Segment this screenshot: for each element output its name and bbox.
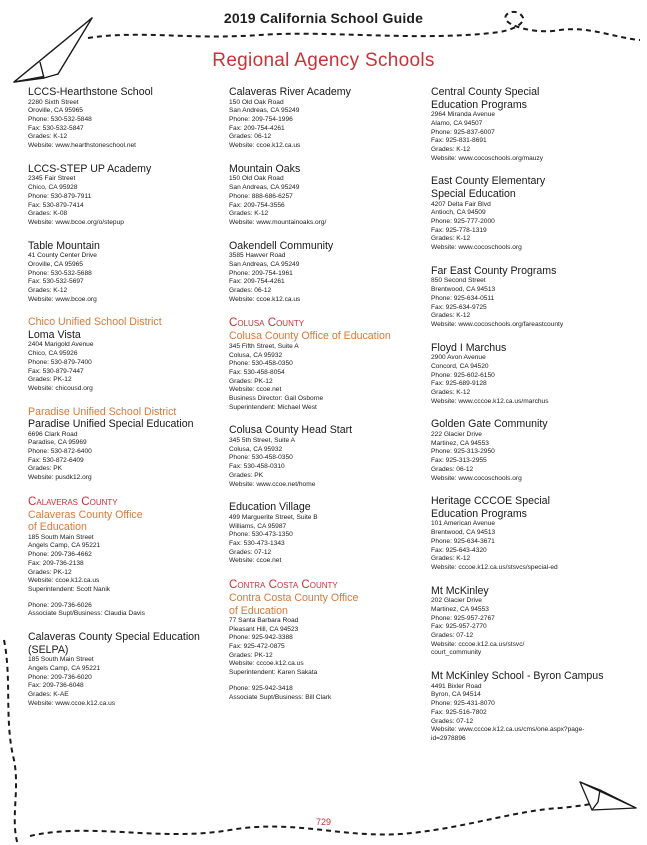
website-line: Website: www.cocoschools.org	[431, 474, 522, 482]
superintendent-line: Superintendent: Karen Sakata	[229, 669, 318, 677]
phone-line: Phone: 925-837-6007	[431, 128, 495, 136]
school-entry	[229, 240, 427, 305]
school-entry	[431, 495, 636, 572]
fax-line: Fax: 209-736-6048	[28, 682, 84, 690]
school-name: Mt McKinley School - Byron Campus	[431, 670, 604, 683]
address-line: 2404 Marigold Avenue	[28, 341, 94, 349]
fax-line: Fax: 925-957-2770	[431, 623, 487, 631]
page-number: 729	[315, 817, 332, 827]
city-line: Paradise, CA 95969	[28, 439, 87, 447]
grades-line: Grades: 07-12	[229, 548, 272, 556]
city-line: Chico, CA 95928	[28, 184, 78, 192]
city-line: Angels Camp, CA 95221	[28, 664, 101, 672]
grades-line: Grades: PK	[229, 471, 264, 479]
phone-line: Phone: 530-458-0350	[229, 360, 293, 368]
website-line: Website: cccoe.k12.ca.us/stsvc/	[431, 640, 525, 648]
school-name: Paradise Unified Special Education	[28, 418, 194, 431]
grades-line: Grades: K-08	[28, 210, 68, 218]
grades-line: Grades: K-12	[229, 210, 269, 218]
city-line: Colusa, CA 95932	[229, 351, 283, 359]
paper-plane-small-icon	[580, 782, 636, 810]
school-name: Floyd I Marchus	[431, 341, 507, 354]
school-name-cont: Education Programs	[431, 507, 527, 520]
fax-line: Fax: 925-831-8691	[431, 137, 487, 145]
address-line: 2964 Miranda Avenue	[431, 111, 496, 119]
address-line: 850 Second Street	[431, 277, 486, 285]
school-name: Calaveras County Special Education	[28, 631, 200, 644]
grades-line: Grades: 06-12	[431, 465, 474, 473]
fax-line: Fax: 925-516-7802	[431, 708, 487, 716]
city-line: Angels Camp, CA 95221	[28, 542, 101, 550]
school-entry	[28, 163, 226, 228]
address-line: 41 County Center Drive	[28, 252, 97, 260]
county-entry	[229, 578, 427, 702]
school-entry	[229, 163, 427, 228]
address-line: 6696 Clark Road	[28, 430, 78, 438]
city-line: San Andreas, CA 95249	[229, 184, 300, 192]
fax-line: Fax: 530-458-0310	[229, 463, 285, 471]
school-name: Mt McKinley	[431, 584, 489, 597]
left-dashed-path	[4, 640, 18, 845]
website-line: Website: ccoe.k12.ca.us	[229, 142, 301, 150]
website-line: Website: cccoe.k12.ca.us/stsvcs/special-ed	[431, 563, 558, 571]
school-name: Far East County Programs	[431, 264, 557, 277]
school-entry	[28, 631, 226, 708]
city-line: Brentwood, CA 94513	[431, 286, 496, 294]
school-entry	[431, 175, 636, 252]
address-line: 4491 Bixler Road	[431, 682, 482, 690]
phone-line: Phone: 888-686-6257	[229, 192, 293, 200]
fax-line: Fax: 530-532-5847	[28, 124, 84, 132]
school-name: Loma Vista	[28, 328, 81, 341]
office-heading-cont: of Education	[28, 521, 87, 534]
fax-line: Fax: 925-778-1319	[431, 226, 487, 234]
phone-line: Phone: 209-736-6020	[28, 673, 92, 681]
page-header-title: 2019 California School Guide	[223, 10, 424, 26]
website-line-cont: id=2978896	[431, 734, 466, 742]
school-name: Colusa County Head Start	[229, 424, 353, 437]
school-entry	[431, 86, 636, 163]
city-line: Colusa, CA 95932	[229, 445, 283, 453]
office-heading: Calaveras County Office	[28, 508, 143, 521]
grades-line: Grades: 07-12	[431, 632, 474, 640]
fax-line: Fax: 209-754-3556	[229, 201, 285, 209]
column-1	[28, 86, 226, 720]
address-line: 185 South Main Street	[28, 533, 94, 541]
grades-line: Grades: K-12	[28, 287, 68, 295]
website-line-cont: court_community	[431, 649, 482, 657]
phone-line: Phone: 530-532-5848	[28, 116, 92, 123]
grades-line: Grades: K-12	[431, 555, 471, 563]
website-line: Website: www.bcoe.org	[28, 295, 97, 303]
website-line: Website: ccoe.net	[229, 386, 282, 394]
website-line: Website: ccoe.k12.ca.us	[229, 295, 301, 303]
school-entry	[431, 585, 636, 659]
city-line: San Andreas, CA 95249	[229, 260, 300, 268]
address-line: 2900 Avon Avenue	[431, 354, 486, 362]
address-line: 202 Glacier Drive	[431, 597, 482, 605]
city-line: Pleasant Hill, CA 94523	[229, 625, 299, 633]
phone-line: Phone: 530-473-1350	[229, 531, 293, 539]
fax-line: Fax: 925-643-4320	[431, 546, 487, 554]
website-line: Website: www.bcoe.org/o/stepup	[28, 218, 124, 226]
column-3	[431, 86, 636, 756]
fax-line: Fax: 209-736-2138	[28, 559, 84, 567]
website-line: Website: ccoe.k12.ca.us	[28, 577, 100, 585]
phone-line: Phone: 209-754-1961	[229, 269, 293, 277]
school-entry	[28, 406, 226, 483]
fax-line: Fax: 530-879-7414	[28, 201, 84, 209]
grades-line: Grades: PK-12	[28, 568, 72, 576]
website-line: Website: cccoe.k12.ca.us	[229, 660, 304, 668]
address-line: 345 5th Street, Suite A	[229, 437, 295, 445]
city-line: Martinez, CA 94553	[431, 605, 489, 613]
fax-line: Fax: 530-473-1343	[229, 539, 285, 547]
website-line: Website: pusdk12.org	[28, 474, 92, 482]
fax-line: Fax: 925-689-9128	[431, 380, 487, 388]
grades-line: Grades: 07-12	[431, 717, 474, 725]
phone-line: Phone: 925-431-8070	[431, 700, 495, 708]
phone-line: Phone: 925-602-6150	[431, 371, 495, 379]
school-name-cont: (SELPA)	[28, 643, 69, 656]
grades-line: Grades: PK-12	[28, 376, 72, 384]
county-heading: Calaveras County	[28, 494, 118, 508]
school-entry	[28, 316, 226, 393]
address-line: 150 Old Oak Road	[229, 98, 284, 106]
school-entry	[28, 240, 226, 305]
fax-line: Fax: 925-472-0875	[229, 643, 285, 651]
school-name-cont: Special Education	[431, 188, 516, 200]
office-heading: Contra Costa County Office	[229, 592, 359, 605]
grades-line: Grades: K-12	[431, 146, 471, 153]
fax-line: Fax: 530-872-6409	[28, 456, 84, 464]
city-line: Oroville, CA 95965	[28, 107, 83, 115]
phone-line: Phone: 925-777-2000	[431, 218, 495, 225]
city-line: Byron, CA 94514	[431, 691, 481, 699]
school-entry	[229, 501, 427, 566]
school-entry	[229, 86, 427, 151]
phone-line: Phone: 209-754-1996	[229, 116, 293, 123]
county-heading: Colusa County	[229, 316, 305, 330]
grades-line: Grades: PK-12	[229, 651, 273, 659]
fax-line: Fax: 925-313-2955	[431, 457, 487, 465]
school-name: East County Elementary	[431, 175, 546, 188]
website-line: Website: www.cocoschools.org/mauzy	[431, 154, 544, 162]
phone-line: Phone: 530-872-6400	[28, 448, 92, 456]
city-line: Alamo, CA 94507	[431, 119, 483, 127]
county-entry	[229, 316, 427, 412]
county-heading: Contra Costa County	[229, 578, 338, 592]
city-line: Chico, CA 95926	[28, 350, 78, 358]
grades-line: Grades: K-12	[431, 235, 471, 243]
business-director-line: Business Director: Gail Osborne	[229, 395, 324, 403]
office-heading-cont: of Education	[229, 604, 288, 617]
address-line: 4207 Delta Fair Blvd	[431, 200, 491, 208]
grades-line: Grades: PK-12	[229, 377, 273, 385]
fax-line: Fax: 530-879-7447	[28, 367, 84, 375]
school-entry	[229, 424, 427, 489]
school-name: LCCS-Hearthstone School	[28, 86, 153, 98]
phone-line: Phone: 209-736-6026	[28, 601, 92, 609]
phone-line: Phone: 925-957-2767	[431, 614, 495, 622]
grades-line: Grades: K-12	[431, 312, 471, 320]
school-entry	[28, 86, 226, 151]
section-title: Regional Agency Schools	[212, 50, 435, 71]
address-line: 101 American Avenue	[431, 520, 496, 528]
school-entry	[431, 418, 636, 483]
fax-line: Fax: 530-532-5697	[28, 278, 84, 286]
fax-line: Fax: 209-754-4261	[229, 278, 285, 286]
associate-supt-line: Associate Supt/Business: Claudia Davis	[28, 610, 145, 618]
phone-line: Phone: 209-736-4662	[28, 551, 92, 559]
district-heading: Paradise Unified School District	[28, 405, 177, 418]
phone-line: Phone: 530-879-7400	[28, 358, 92, 366]
school-name: Table Mountain	[28, 239, 100, 252]
website-line: Website: www.cccoe.k12.ca.us/cms/one.aspx?page-	[431, 726, 585, 734]
address-line: 3585 Hawver Road	[229, 252, 286, 260]
address-line: 185 South Main Street	[28, 656, 94, 664]
grades-line: Grades: 06-12	[229, 133, 272, 141]
city-line: Oroville, CA 95965	[28, 260, 83, 268]
fax-line: Fax: 925-634-9725	[431, 303, 487, 311]
website-line: Website: www.cocoschools.org	[431, 244, 522, 252]
grades-line: Grades: PK	[28, 465, 63, 473]
school-name: Mountain Oaks	[229, 162, 301, 175]
district-heading: Chico Unified School District	[28, 316, 162, 329]
school-entry	[431, 265, 636, 330]
superintendent-line: Superintendent: Scott Nanik	[28, 585, 111, 593]
school-name: Calaveras River Academy	[229, 86, 351, 98]
address-line: 77 Santa Barbara Road	[229, 616, 299, 624]
phone-line: Phone: 925-942-3388	[229, 634, 293, 642]
city-line: Brentwood, CA 94513	[431, 529, 496, 537]
county-entry	[28, 495, 226, 619]
phone-line: Phone: 530-532-5688	[28, 269, 92, 277]
phone-line: Phone: 925-634-0511	[431, 294, 495, 302]
website-line: Website: www.cocoschools.org/fareastcounty	[431, 320, 564, 328]
address-line: 150 Old Oak Road	[229, 175, 284, 183]
superintendent-line: Superintendent: Michael West	[229, 403, 317, 411]
city-line: San Andreas, CA 95249	[229, 107, 300, 115]
school-name-cont: Education Programs	[431, 98, 527, 111]
fax-line: Fax: 209-754-4261	[229, 124, 285, 132]
school-name: Education Village	[229, 501, 311, 514]
school-entry	[431, 342, 636, 407]
address-line: 345 Fifth Street, Suite A	[229, 342, 299, 350]
school-name: LCCS-STEP UP Academy	[28, 162, 152, 175]
column-2	[229, 86, 427, 714]
school-name: Central County Special	[431, 86, 540, 98]
phone-line: Phone: 925-313-2950	[431, 448, 495, 456]
phone-line: Phone: 530-458-0350	[229, 454, 293, 462]
website-line: Website: ccoe.net	[229, 557, 282, 565]
city-line: Martinez, CA 94553	[431, 439, 489, 447]
phone-line: Phone: 925-942-3418	[229, 684, 293, 692]
school-entry	[431, 670, 636, 744]
address-line: 2280 Sixth Street	[28, 98, 79, 106]
address-line: 2345 Fair Street	[28, 175, 76, 183]
website-line: Website: www.ccoe.k12.ca.us	[28, 699, 116, 707]
grades-line: Grades: K-12	[28, 133, 68, 141]
website-line: Website: chicousd.org	[28, 384, 93, 392]
phone-line: Phone: 530-879-7911	[28, 192, 92, 200]
associate-supt-line: Associate Supt/Business: Bill Clark	[229, 693, 332, 701]
address-line: 222 Glacier Drive	[431, 431, 482, 439]
school-name: Golden Gate Community	[431, 418, 548, 431]
grades-line: Grades: 06-12	[229, 287, 272, 295]
phone-line: Phone: 925-634-3671	[431, 537, 495, 545]
office-heading: Colusa County Office of Education	[229, 330, 391, 343]
school-name: Oakendell Community	[229, 239, 334, 252]
website-line: Website: www.cccoe.k12.ca.us/marchus	[431, 397, 549, 405]
grades-line: Grades: K-12	[431, 389, 471, 397]
website-line: Website: www.hearthstoneschool.net	[28, 142, 137, 150]
city-line: Concord, CA 94520	[431, 362, 489, 370]
city-line: Antioch, CA 94509	[431, 209, 486, 217]
school-name: Heritage CCCOE Special	[431, 495, 550, 508]
address-line: 499 Marguerite Street, Suite B	[229, 513, 318, 521]
website-line: Website: www.mountainoaks.org/	[229, 218, 327, 226]
fax-line: Fax: 530-458-8054	[229, 368, 285, 376]
city-line: Williams, CA 95987	[229, 522, 287, 530]
website-line: Website: www.ccoe.net/home	[229, 480, 316, 488]
grades-line: Grades: K-AE	[28, 691, 69, 699]
